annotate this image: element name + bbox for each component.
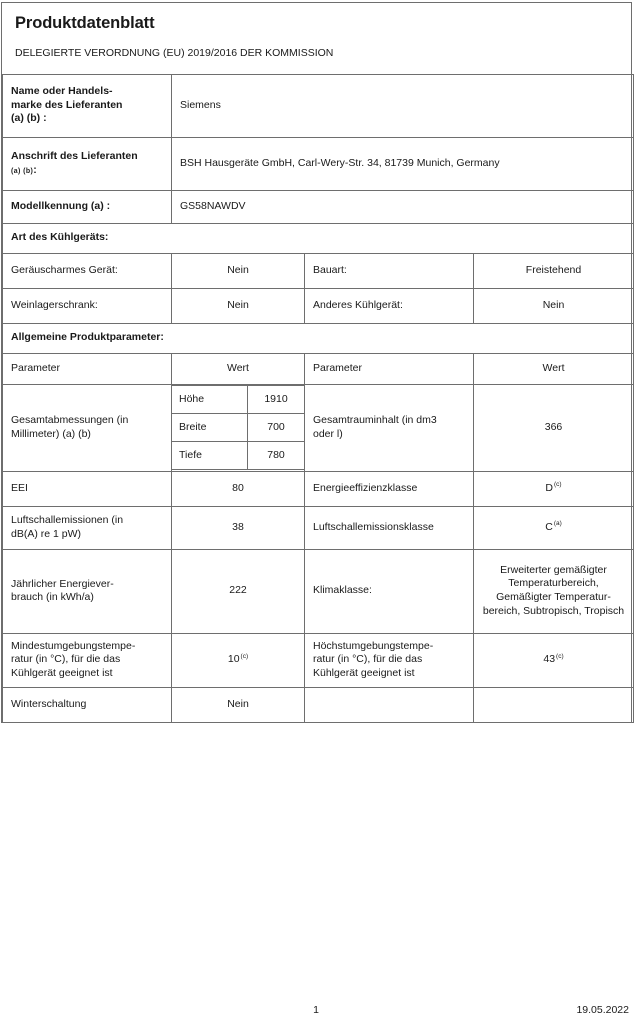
energy-consumption-label-line2: brauch (in kWh/a) — [11, 591, 94, 604]
min-ambient-temp-label-line3: Kühlgerät geeignet ist — [11, 666, 113, 679]
header-value-left: Wert — [172, 353, 305, 384]
build-type-label: Bauart: — [305, 253, 474, 288]
noise-class-label: Luftschallemissionsklasse — [305, 506, 474, 549]
energy-consumption-value: 222 — [172, 549, 305, 633]
winter-setting-label: Winterschaltung — [3, 687, 172, 722]
header-parameter-left: Parameter — [3, 353, 172, 384]
dimensions-subtable-cell — [172, 384, 305, 471]
document-frame — [1, 2, 632, 723]
low-noise-label: Geräuscharmes Gerät: — [3, 253, 172, 288]
climate-class-value: Erweiterter gemäßigter Temperaturbereich, Gemäßigter Temperaturbereich, Subtropisch, Tropisch — [474, 549, 634, 633]
supplier-name-label — [3, 74, 172, 137]
other-appliance-label: Anderes Kühlgerät: — [305, 288, 474, 323]
dimension-name-height: Höhe — [172, 386, 248, 414]
total-volume-label-line1: Gesamtrauminhalt (in dm3 — [313, 414, 437, 427]
section-appliance-type-title: Art des Kühlgeräts: — [3, 223, 634, 253]
energy-class-footnote: (c) — [554, 481, 562, 489]
model-value: GS58NAWDV — [172, 190, 634, 223]
dimension-value-height: 1910 — [248, 386, 305, 414]
total-volume-value: 366 — [474, 384, 634, 471]
noise-label-line1: Luftschallemissionen (in — [11, 514, 124, 527]
eei-value: 80 — [172, 471, 305, 506]
header-parameter-right: Parameter — [305, 353, 474, 384]
dimension-name-depth: Tiefe — [172, 442, 248, 470]
noise-class-value: $C^{(a)}$ — [474, 506, 634, 549]
eei-label: EEI — [3, 471, 172, 506]
noise-class-footnote: (a) — [553, 520, 562, 528]
dimension-row-height — [172, 386, 305, 414]
table-row-wine-storage — [3, 288, 634, 323]
total-volume-label-line2: oder l) — [313, 427, 343, 440]
supplier-name-label-line3: (a) (b) : — [11, 112, 47, 125]
dimensions-subtable — [171, 385, 305, 470]
table-row-dimensions — [3, 384, 634, 471]
table-row-winter-setting — [3, 687, 634, 722]
winter-setting-value: Nein — [172, 687, 305, 722]
noise-label-line2: dB(A) re 1 pW) — [11, 527, 82, 540]
min-ambient-temp-value: 10$^{(c)}$ — [172, 633, 305, 687]
total-volume-label — [305, 384, 474, 471]
min-ambient-temp-label-line2: ratur (in °C), für die das — [11, 653, 121, 666]
table-row-supplier-name — [3, 74, 634, 137]
winter-setting-empty-label — [305, 687, 474, 722]
page-title: Produktdatenblatt — [15, 14, 155, 32]
page-number: 1 — [313, 1004, 319, 1016]
dimensions-label-line2: Millimeter) (a) (b) — [11, 427, 91, 440]
energy-class-label: Energieeffizienzklasse — [305, 471, 474, 506]
table-row-low-noise — [3, 253, 634, 288]
page-footer — [0, 1004, 634, 1024]
winter-setting-empty-value — [474, 687, 634, 722]
supplier-address-label-text: Anschrift des Lieferanten — [11, 149, 138, 162]
section-general-parameters-title: Allgemeine Produktparameter: — [3, 323, 634, 353]
noise-label — [3, 506, 172, 549]
supplier-address-value: BSH Hausgeräte GmbH, Carl-Wery-Str. 34, 81739 Munich, Germany — [172, 137, 634, 190]
dimension-row-width — [172, 414, 305, 442]
dimension-value-depth: 780 — [248, 442, 305, 470]
max-ambient-temp-label-line3: Kühlgerät geeignet ist — [313, 666, 415, 679]
table-row-eei — [3, 471, 634, 506]
build-type-value: Freistehend — [474, 253, 634, 288]
dimension-row-depth — [172, 442, 305, 470]
supplier-name-label-line2: marke des Lieferanten — [11, 98, 123, 111]
noise-value: 38 — [172, 506, 305, 549]
min-ambient-temp-footnote: (c) — [240, 652, 249, 660]
header-value-right: Wert — [474, 353, 634, 384]
max-ambient-temp-value: 43$^{(c)}$ — [474, 633, 634, 687]
wine-storage-value: Nein — [172, 288, 305, 323]
title-block — [2, 3, 631, 74]
min-ambient-temp-label-line1: Mindestumgebungstempe- — [11, 639, 136, 652]
max-ambient-temp-label — [305, 633, 474, 687]
table-row-noise — [3, 506, 634, 549]
energy-consumption-label — [3, 549, 172, 633]
product-data-table — [2, 74, 634, 723]
supplier-address-footnote-marks: (a) (b): — [11, 164, 38, 177]
table-header-row — [3, 353, 634, 384]
dimensions-label-line1: Gesamtabmessungen (in — [11, 414, 129, 427]
low-noise-value: Nein — [172, 253, 305, 288]
energy-consumption-label-line1: Jährlicher Energiever- — [11, 577, 114, 590]
section-appliance-type — [3, 223, 634, 253]
document-date: 19.05.2022 — [576, 1004, 629, 1016]
supplier-address-label — [3, 137, 172, 190]
supplier-name-value: Siemens — [172, 74, 634, 137]
section-general-parameters — [3, 323, 634, 353]
climate-class-label: Klimaklasse: — [305, 549, 474, 633]
table-row-model — [3, 190, 634, 223]
table-row-supplier-address — [3, 137, 634, 190]
min-ambient-temp-label — [3, 633, 172, 687]
other-appliance-value: Nein — [474, 288, 634, 323]
max-ambient-temp-footnote: (c) — [556, 652, 564, 660]
max-ambient-temp-label-line1: Höchstumgebungstempe- — [313, 639, 434, 652]
table-row-energy-consumption — [3, 549, 634, 633]
regulation-subtitle: DELEGIERTE VERORDNUNG (EU) 2019/2016 DER KOMMISSION — [15, 46, 334, 59]
dimensions-label — [3, 384, 172, 471]
energy-class-value: $D^{(c)}$ — [474, 471, 634, 506]
table-row-ambient-temperature — [3, 633, 634, 687]
model-label: Modellkennung (a) : — [3, 190, 172, 223]
dimension-value-width: 700 — [248, 414, 305, 442]
dimension-name-width: Breite — [172, 414, 248, 442]
wine-storage-label: Weinlagerschrank: — [3, 288, 172, 323]
max-ambient-temp-label-line2: ratur (in °C), für die das — [313, 653, 423, 666]
supplier-name-label-line1: Name oder Handels- — [11, 85, 113, 98]
